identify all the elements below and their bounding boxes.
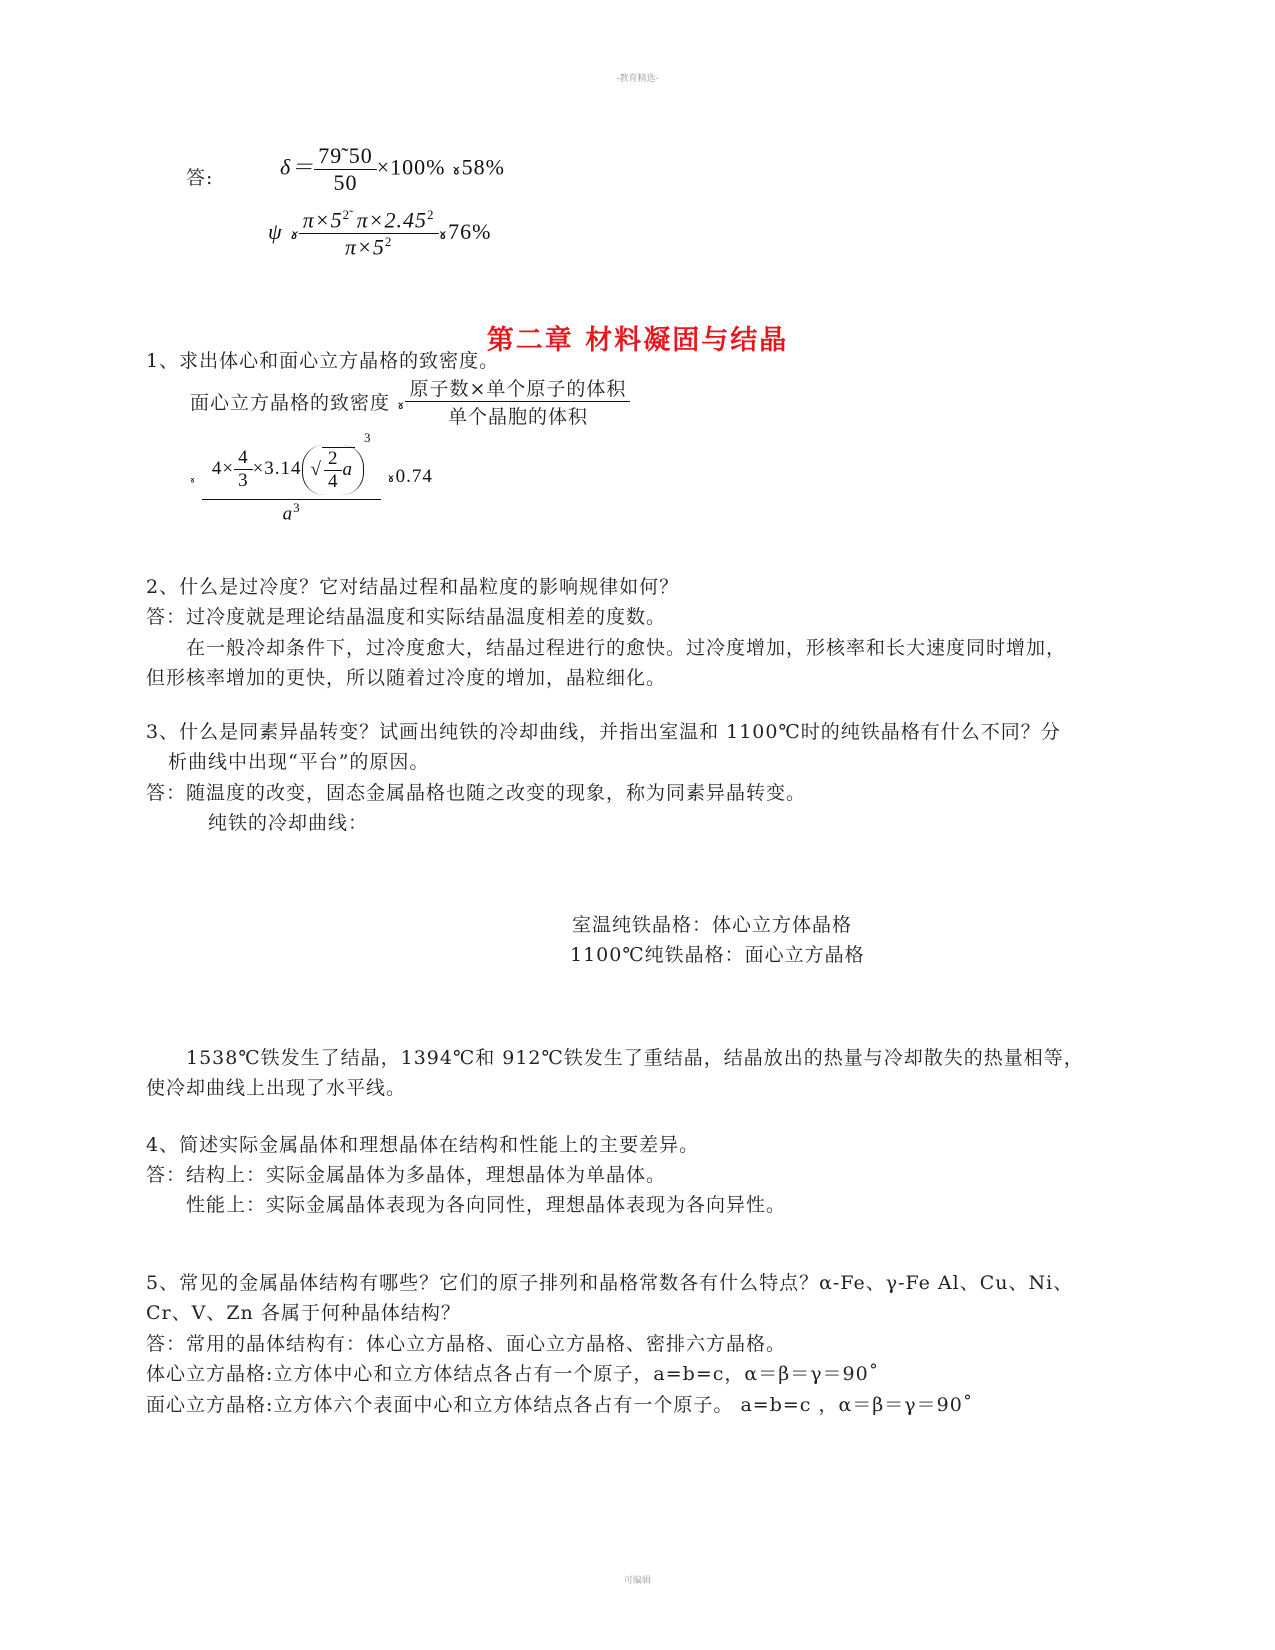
q3-platform-2: 使冷却曲线上出现了水平线。: [146, 1077, 407, 1099]
q4-answer-2: 性能上：实际金属晶体表现为各向同性，理想晶体表现为各向异性。: [186, 1194, 787, 1216]
q1-formula-numerator: 原子数×单个原子的体积: [405, 374, 630, 402]
q1-calc-numerator: 4× $\frac{4}{3}$ ×3.14 √ $\frac{2}{4}$ $a^3$: [202, 430, 382, 500]
delta-lhs: δ＝: [280, 154, 315, 180]
delta-equation: [280, 143, 505, 196]
q4-question: 4、简述实际金属晶体和理想晶体在结构和性能上的主要差异。: [146, 1134, 700, 1156]
answer-label: 答:: [186, 167, 214, 189]
q3-question-1: 3、什么是同素异晶转变？试画出纯铁的冷却曲线，并指出室温和 1100℃时的纯铁晶格有什么不同？分: [146, 721, 1061, 743]
q2-answer-2: 在一般冷却条件下，过冷度愈大，结晶过程进行的愈快。过冷度增加，形核率和长大速度同时增加，: [186, 637, 1067, 659]
q3-answer-2: 纯铁的冷却曲线：: [208, 812, 369, 834]
q3-answer-1: 答：随温度的改变，固态金属晶格也随之改变的现象，称为同素异晶转变。: [146, 782, 807, 804]
footer-watermark: 可编辑: [623, 1576, 651, 1586]
q3-high-temp: 1100℃纯铁晶格：面心立方晶格: [570, 944, 865, 966]
q1-calc-paren: √ $\frac{2}{4}$ a: [302, 445, 364, 495]
q5-answer-2: 体心立方晶格:立方体中心和立方体结点各占有一个原子，a=b=c，α＝β＝γ＝90˚: [146, 1363, 880, 1385]
q1-formula-lhs: 面心立方晶格的致密度 ៵: [190, 392, 406, 414]
psi-lhs: ψ ៵: [268, 218, 299, 244]
psi-numerator: $\pi\times 5^{2̃}$ $\pi\times 2.45^2$: [299, 207, 439, 234]
q2-question: 2、什么是过冷度？它对结晶过程和晶粒度的影响规律如何？: [146, 576, 680, 598]
q3-question-2: 析曲线中出现“平台”的原因。: [168, 751, 430, 773]
psi-rhs: ៵76%: [438, 218, 492, 244]
delta-numerator: 79̃ 50: [314, 143, 377, 170]
delta-denominator: 50: [333, 170, 358, 195]
chapter-title: 第二章 材料凝固与结晶: [486, 325, 789, 356]
q1-formula-denominator: 单个晶胞的体积: [447, 406, 588, 428]
q1-calculation: [190, 430, 433, 525]
q5-question-1: 5、常见的金属晶体结构有哪些？它们的原子排列和晶格常数各有什么特点？α-Fe、γ-Fe Al、Cu、Ni、: [146, 1272, 1074, 1294]
q1-question: 1、求出体心和面心立方晶格的致密度。: [146, 350, 500, 372]
q4-answer-1: 答：结构上：实际金属晶体为多晶体，理想晶体为单晶体。: [146, 1164, 667, 1186]
q3-platform-1: 1538℃铁发生了结晶，1394℃和 912℃铁发生了重结晶，结晶放出的热量与冷却散失的热量相等，: [186, 1047, 1084, 1069]
delta-fraction: [314, 143, 377, 196]
q1-formula-fraction: [405, 374, 630, 429]
q5-question-2: Cr、V、Zn 各属于何种晶体结构？: [146, 1302, 461, 1324]
q2-answer-1: 答：过冷度就是理论结晶温度和实际结晶温度相差的度数。: [146, 606, 667, 628]
q5-answer-3: 面心立方晶格:立方体六个表面中心和立方体结点各占有一个原子。 a=b=c ，α＝β＝γ＝90˚: [146, 1394, 974, 1416]
q1-calc-denominator: $a^3$: [282, 499, 301, 524]
q5-answer-1: 答：常用的晶体结构有：体心立方晶格、面心立方晶格、密排六方晶格。: [146, 1333, 787, 1355]
psi-equation: [268, 207, 491, 261]
q1-formula: [190, 374, 630, 429]
psi-denominator: $\pi\times 5^2$: [344, 234, 393, 260]
header-watermark: -教育精选-: [616, 74, 659, 84]
q1-calc-fraction: [202, 430, 382, 525]
psi-fraction: [299, 207, 439, 261]
delta-rhs: ×100% ៵58%: [376, 154, 505, 180]
q3-room-temp: 室温纯铁晶格：体心立方体晶格: [572, 914, 853, 936]
q1-calc-lead: ៵: [190, 470, 197, 486]
q1-calc-result: ៵0.74: [387, 465, 433, 487]
q2-answer-3: 但形核率增加的更快，所以随着过冷度的增加，晶粒细化。: [146, 667, 667, 689]
